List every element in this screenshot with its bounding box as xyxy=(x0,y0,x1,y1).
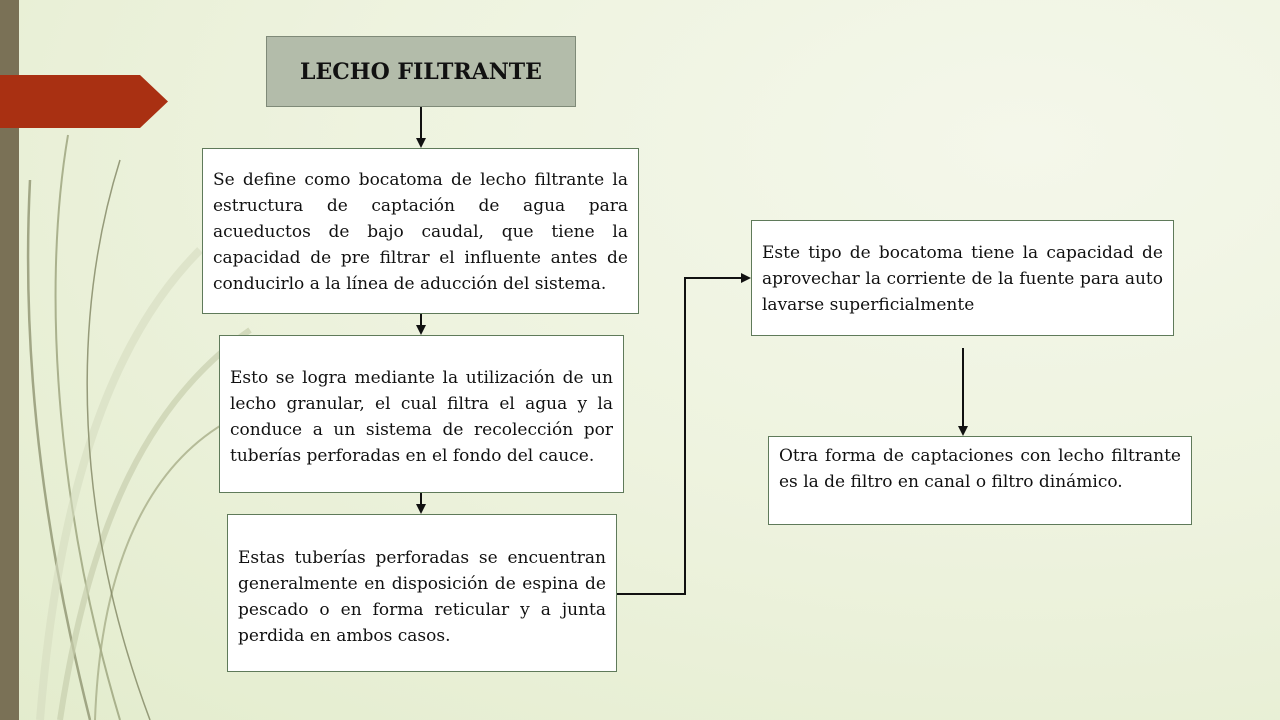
node-lecho-granular-text: Esto se logra mediante la utilización de un lecho granular, el cual filtra el agua y la conduce a un sistema de recolección por tuberías perforadas en el fondo del cauce. xyxy=(230,368,613,466)
node-definicion xyxy=(202,148,639,314)
red-arrow-tab xyxy=(0,75,168,128)
node-lecho-granular xyxy=(219,335,624,493)
node-tuberias-text: Estas tuberías perforadas se encuentran generalmente en disposición de espina de pescado o en forma reticular y a junta perdida en ambos casos. xyxy=(238,548,606,646)
node-filtro-dinamico-text: Otra forma de captaciones con lecho filtrante es la de filtro en canal o filtro dinámico. xyxy=(779,446,1181,492)
diagram-title: LECHO FILTRANTE xyxy=(266,36,576,107)
node-auto-lavado xyxy=(751,220,1174,336)
node-tuberias xyxy=(227,514,617,672)
node-definicion-text: Se define como bocatoma de lecho filtrante la estructura de captación de agua para acueductos de bajo caudal, que tiene la capacidad de pre filtrar el influente antes de conducirlo a la línea de aducción del sistema. xyxy=(213,170,628,294)
node-filtro-dinamico xyxy=(768,436,1192,525)
node-auto-lavado-text: Este tipo de bocatoma tiene la capacidad de aprovechar la corriente de la fuente para auto lavarse superficialmente xyxy=(762,243,1163,315)
